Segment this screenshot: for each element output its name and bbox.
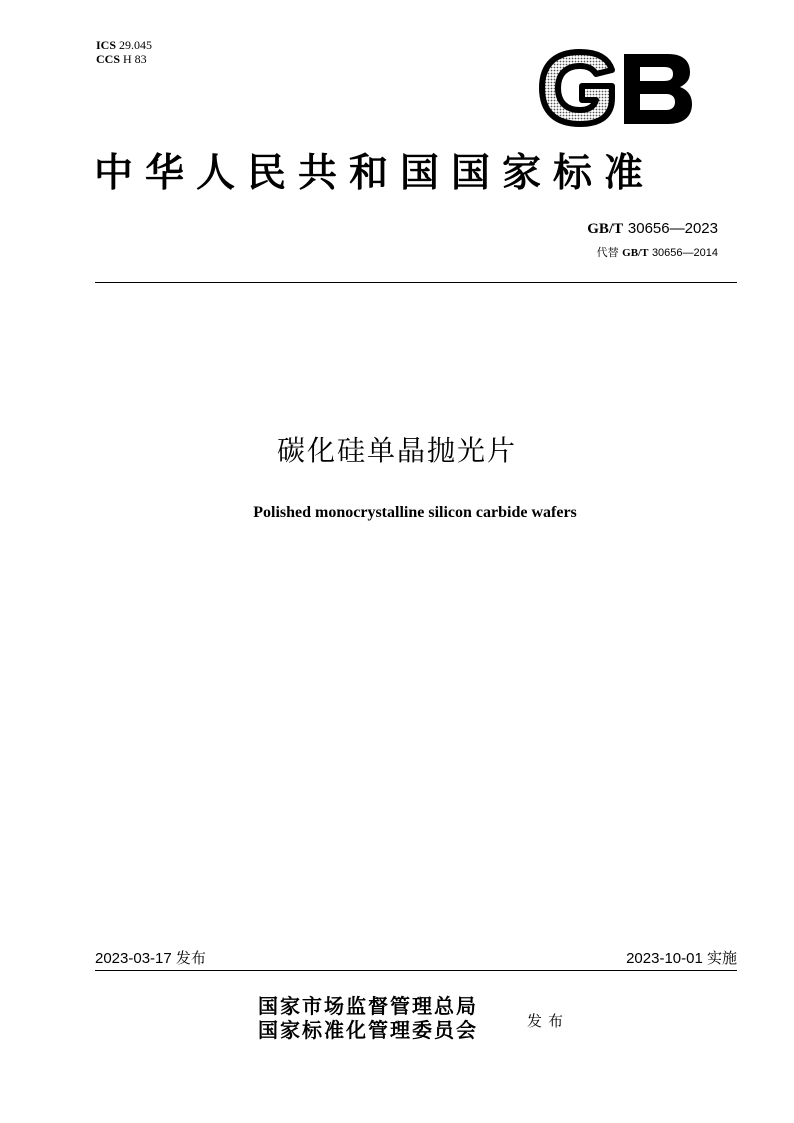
- standard-code-prefix: GB/T: [587, 221, 624, 237]
- issue-date-suffix: 发布: [175, 949, 206, 967]
- ics-value: 29.045: [119, 38, 153, 52]
- ccs-value: H 83: [123, 52, 147, 66]
- replaces-code-prefix: GB/T: [622, 247, 649, 259]
- implementation-date: [626, 947, 737, 968]
- issue-date-value: 2023-03-17: [95, 950, 172, 967]
- gb-logo-text: GB: [538, 48, 540, 49]
- standard-number: [587, 219, 718, 238]
- ics-label: ICS: [96, 38, 117, 52]
- issue-date: [95, 947, 206, 968]
- replaces-code-number: 30656—2014: [651, 247, 718, 259]
- ccs-code: [96, 52, 152, 66]
- classification-codes: [96, 38, 152, 66]
- document-title-cn: 碳化硅单晶抛光片: [276, 434, 517, 467]
- gb-logo: [538, 48, 696, 128]
- footer-divider: [95, 970, 737, 971]
- document-title-en: Polished monocrystalline silicon carbide wafers: [253, 504, 577, 521]
- ccs-label: CCS: [96, 52, 121, 66]
- national-standard-title: 中华人民共和国国家标准: [94, 151, 656, 196]
- replaces-label: 代替: [596, 246, 619, 259]
- publish-label: 发布: [527, 1012, 570, 1030]
- ics-code: [96, 38, 152, 52]
- publisher-sac: 国家标准化管理委员会: [258, 1018, 478, 1042]
- publishers: [258, 994, 478, 1042]
- header-divider: [95, 282, 737, 283]
- implementation-date-value: 2023-10-01: [626, 950, 703, 967]
- implementation-date-suffix: 实施: [706, 949, 737, 967]
- replaces-standard: [597, 244, 718, 260]
- standard-code-number: 30656—2023: [627, 220, 718, 237]
- publisher-samr: 国家市场监督管理总局: [258, 994, 478, 1018]
